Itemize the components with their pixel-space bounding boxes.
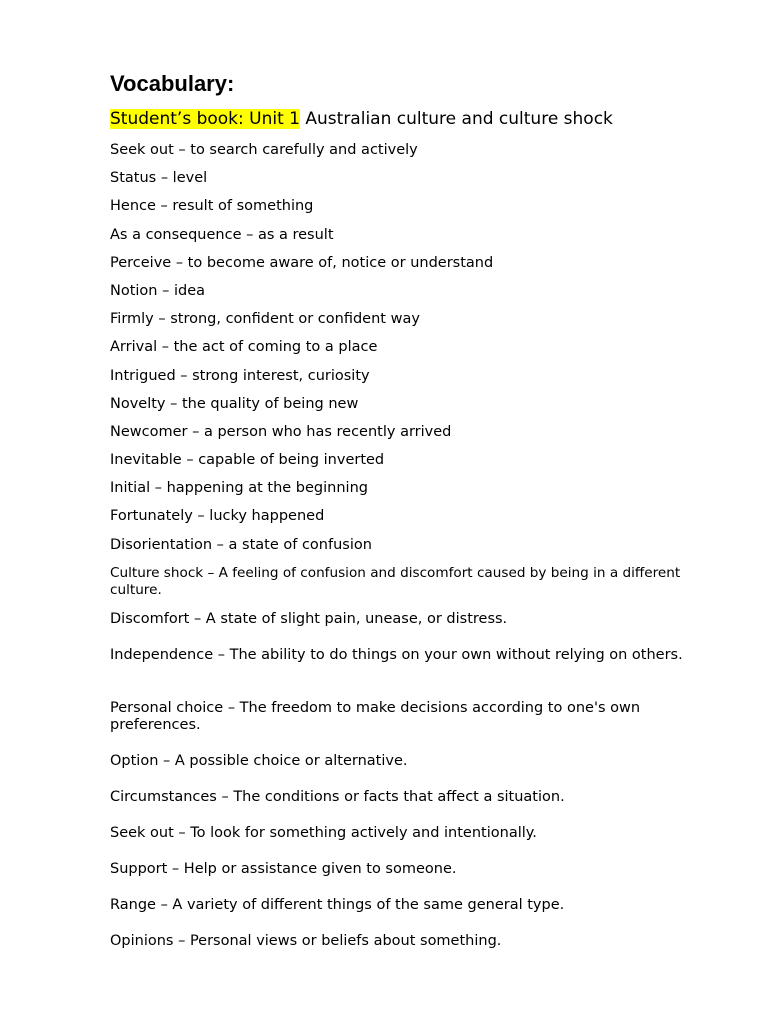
vocab-entry: As a consequence – as a result <box>110 226 334 243</box>
vocab-entry: Fortunately – lucky happened <box>110 508 325 525</box>
vocab-entry: Status – level <box>110 170 208 187</box>
vocab-entry: Option – A possible choice or alternative. <box>110 752 408 769</box>
vocab-entry: Circumstances – The conditions or facts that affect a situation. <box>110 788 565 805</box>
vocab-entry: Intrigued – strong interest, curiosity <box>110 367 370 384</box>
vocab-entry: Disorientation – a state of confusion <box>110 536 372 553</box>
vocab-entry: Discomfort – A state of slight pain, unease, or distress. <box>110 610 508 627</box>
vocab-entry: Novelty – the quality of being new <box>110 395 359 412</box>
vocab-entry: Opinions – Personal views or beliefs about something. <box>110 932 502 949</box>
vocab-entry: Initial – happening at the beginning <box>110 480 368 497</box>
vocab-entry: Arrival – the act of coming to a place <box>110 339 378 356</box>
vocab-entry: Inevitable – capable of being inverted <box>110 452 385 469</box>
vocabulary-list <box>110 140 720 967</box>
vocab-entry-culture-shock: Culture shock – A feeling of confusion and discomfort caused by being in a different culture. <box>110 564 681 598</box>
vocab-entry: Support – Help or assistance given to someone. <box>110 860 457 877</box>
vocab-entry: Independence – The ability to do things on your own without relying on others. <box>110 646 683 663</box>
vocab-entry: Notion – idea <box>110 282 206 299</box>
vocab-entry: Hence – result of something <box>110 198 314 215</box>
vocab-entry: Range – A variety of different things of the same general type. <box>110 896 565 913</box>
vocab-entry: Newcomer – a person who has recently arrived <box>110 423 452 440</box>
vocab-entry: Personal choice – The freedom to make decisions according to one's own preferences. <box>110 699 641 733</box>
unit-subtitle <box>110 108 613 130</box>
page-title: Vocabulary: <box>110 71 235 96</box>
highlighted-unit-label: Student’s book: Unit 1 <box>110 109 300 129</box>
vocab-entry: Firmly – strong, confident or confident way <box>110 311 420 328</box>
vocab-entry: Perceive – to become aware of, notice or understand <box>110 254 494 271</box>
vocab-entry: Seek out – To look for something actively and intentionally. <box>110 824 537 841</box>
vocab-entry: Seek out – to search carefully and actively <box>110 142 418 158</box>
unit-topic: Australian culture and culture shock <box>299 109 613 129</box>
